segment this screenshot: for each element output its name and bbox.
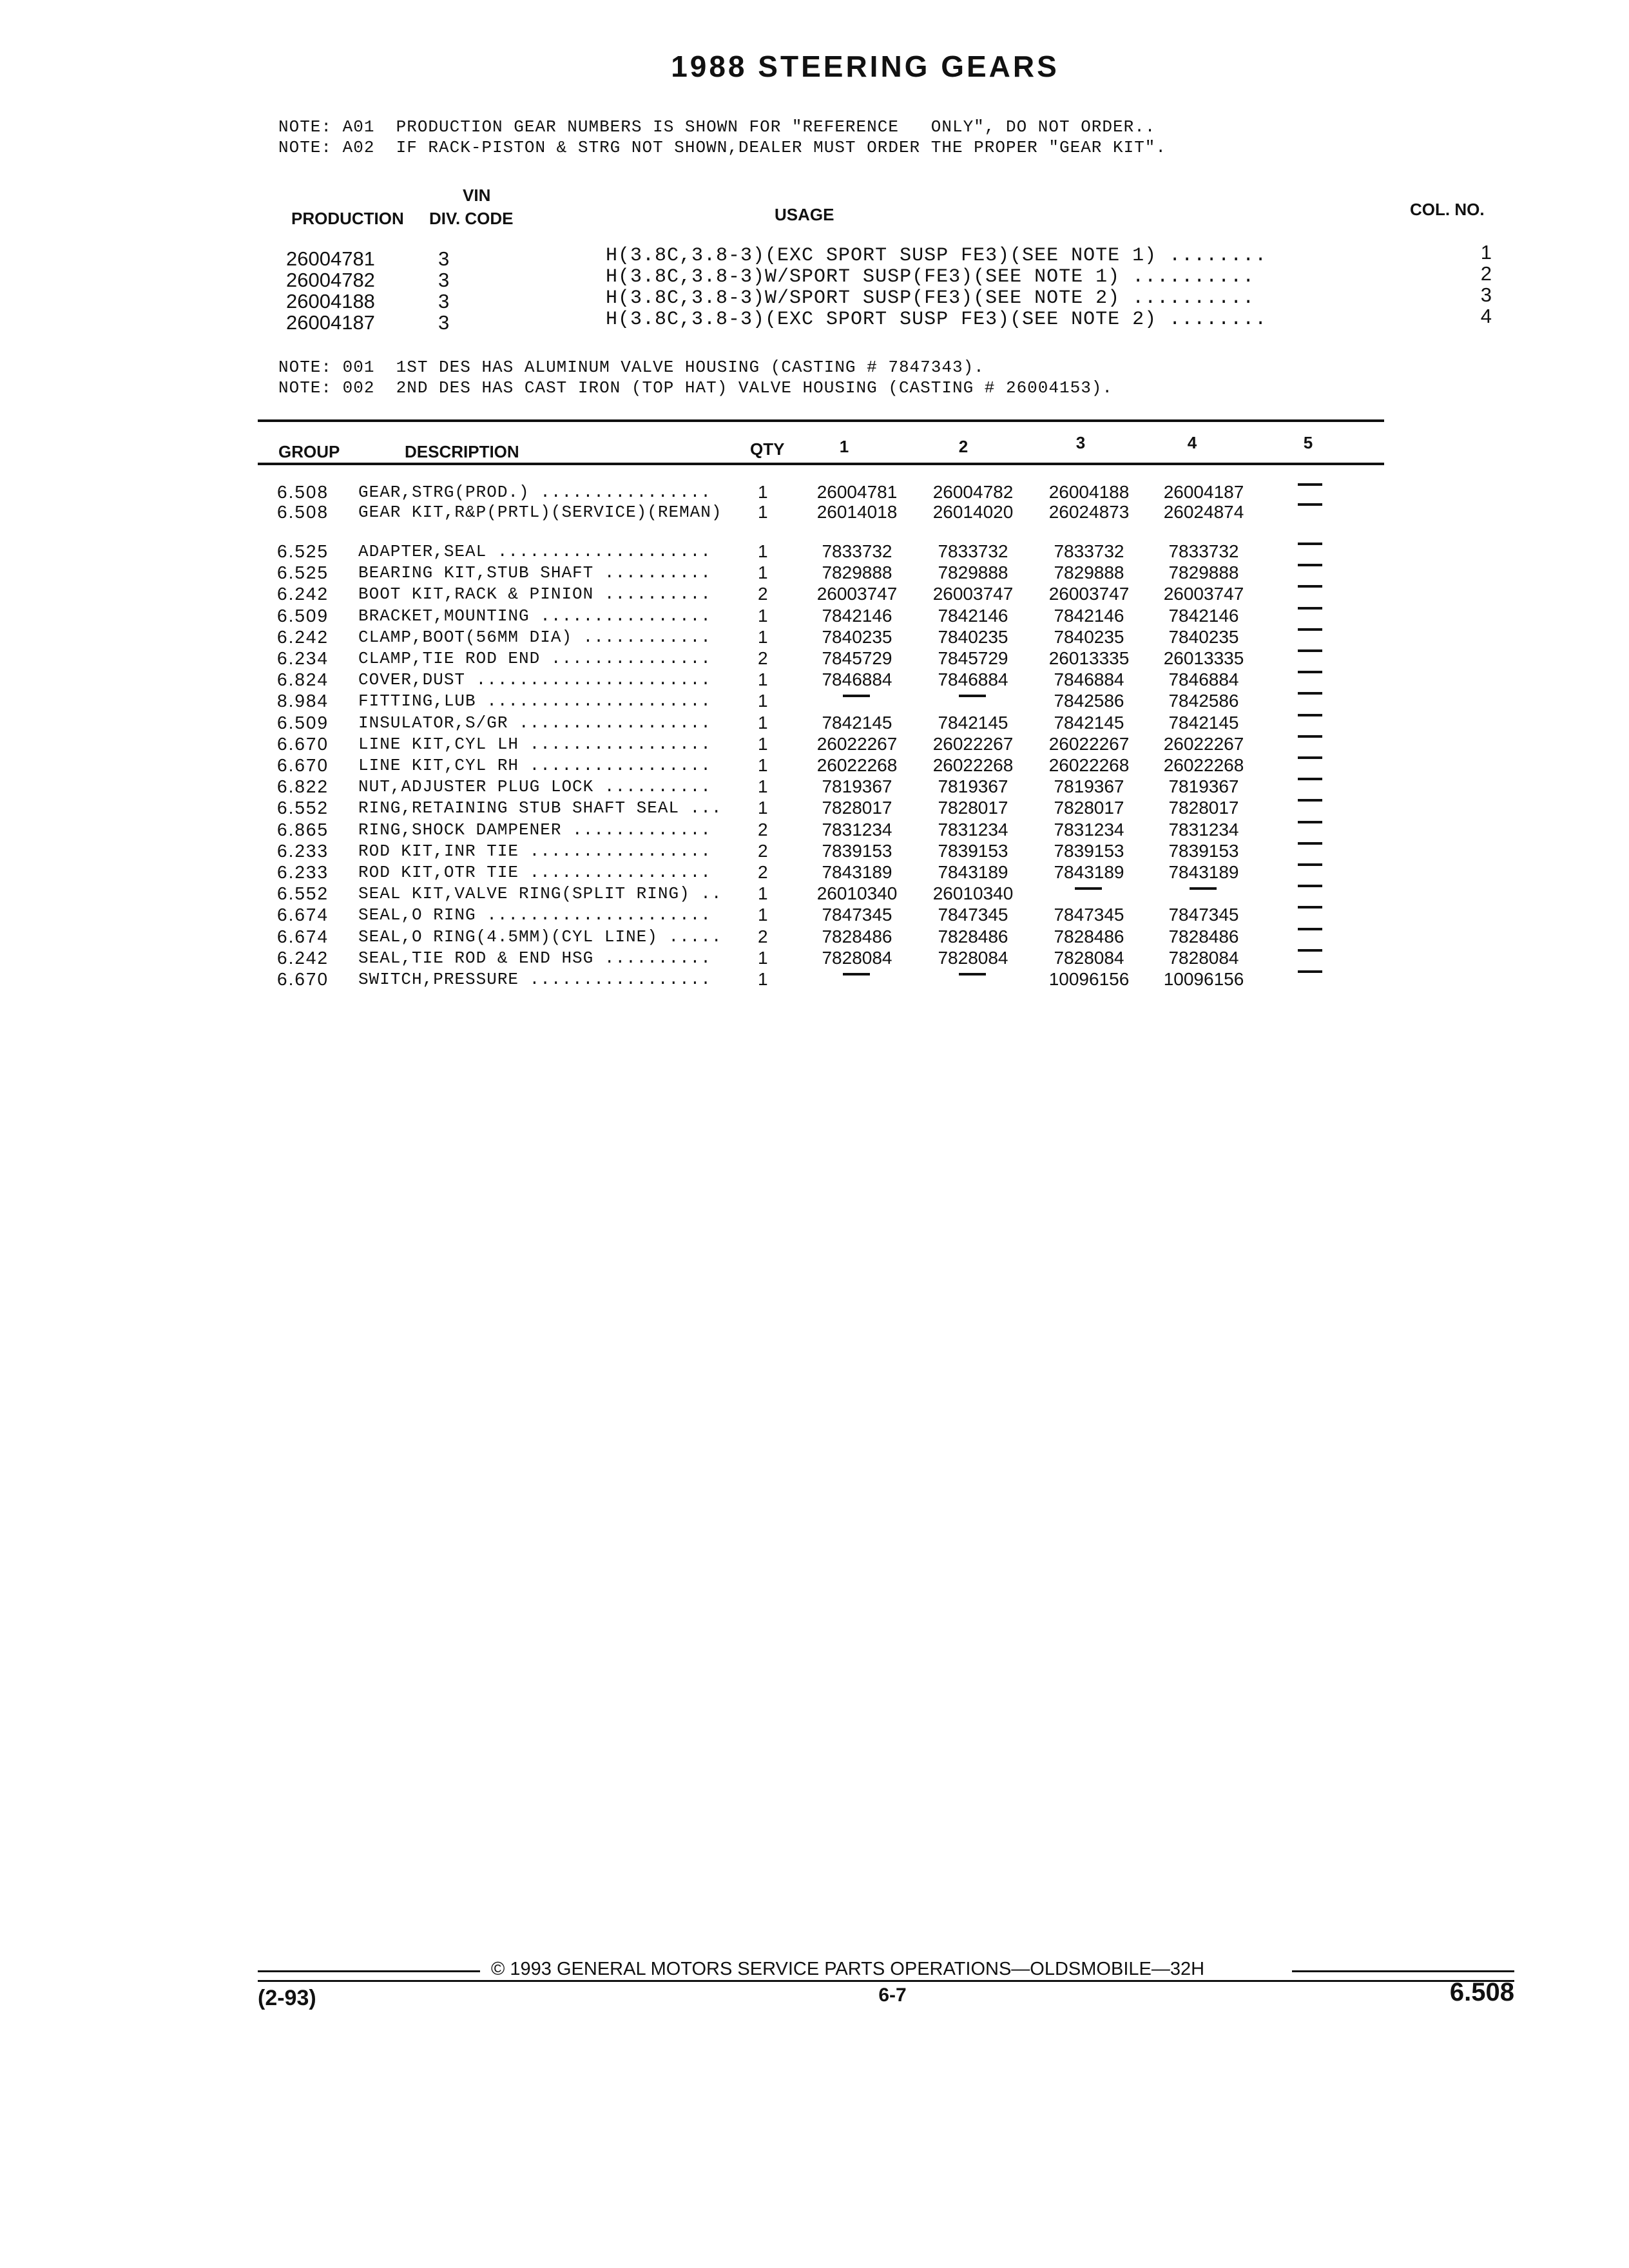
div-code: 3 [438,290,450,312]
part-description: ROD KIT,INR TIE ................. [358,841,711,861]
part-qty: 1 [758,691,768,711]
part-description: CLAMP,TIE ROD END ............... [358,649,711,668]
group-code: 6.670 [277,733,329,754]
part-number-col-1: 7839153 [822,840,892,861]
part-number-col-1: 26022268 [816,755,898,775]
part-number-col-4: 7842146 [1168,605,1239,626]
col-5-dash [1298,564,1322,566]
part-qty: 1 [758,883,768,904]
part-description: LINE KIT,CYL LH ................. [358,734,711,754]
col-3-header: 3 [1075,433,1086,452]
part-description: RING,SHOCK DAMPENER ............. [358,820,711,840]
revision-date: (2-93) [258,1986,316,2010]
part-number-col-1: 7819367 [822,776,892,797]
part-number-col-3: 26013335 [1048,648,1130,668]
part-number-col-1: 26004781 [816,482,898,502]
part-qty: 1 [758,482,768,502]
usage-text: H(3.8C,3.8-3)(EXC SPORT SUSP FE3)(SEE NOTE 2) ........ [606,309,1268,331]
part-description: BEARING KIT,STUB SHAFT .......... [358,563,711,583]
group-code: 6.674 [277,905,329,925]
part-number-col-3: 7831234 [1054,819,1124,840]
col-5-dash [1298,585,1322,588]
part-number-col-4: 7819367 [1168,776,1239,797]
part-qty: 2 [758,862,768,882]
part-number-col-2: 26022267 [932,733,1014,754]
col-5-dash [1298,885,1322,887]
part-qty: 1 [758,755,768,775]
group-code: 6.674 [277,926,329,947]
part-description: ADAPTER,SEAL .................... [358,542,711,561]
part-number-col-4: 7828486 [1168,926,1239,947]
footer-rule-left [258,1970,480,1972]
col-5-dash [1298,906,1322,908]
not-applicable-dash [959,695,986,697]
col-5-dash [1298,649,1322,652]
part-number-col-3: 26022268 [1048,755,1130,775]
part-number-col-3: 7839153 [1054,840,1124,861]
table-top-rule [258,419,1384,422]
group-code: 8.984 [277,691,329,711]
part-qty: 1 [758,905,768,925]
col-5-dash [1298,928,1322,930]
part-number-col-4: 7847345 [1168,905,1239,925]
col-1-header: 1 [839,437,849,456]
production-number: 26004782 [286,269,375,291]
part-description: BRACKET,MOUNTING ................ [358,606,711,626]
part-qty: 1 [758,669,768,690]
group-code: 6.508 [277,482,329,502]
part-number-col-4: 7840235 [1168,626,1239,647]
part-number-col-2: 7819367 [938,776,1008,797]
part-number-col-2: 26014020 [932,502,1014,522]
part-number-col-3: 10096156 [1048,969,1130,989]
part-number-col-3: 7840235 [1054,626,1124,647]
not-applicable-dash [843,973,870,975]
part-description: LINE KIT,CYL RH ................. [358,756,711,775]
part-description: GEAR,STRG(PROD.) ................ [358,483,711,502]
part-qty: 2 [758,819,768,840]
part-number-col-1: 7847345 [822,905,892,925]
usage-text: H(3.8C,3.8-3)W/SPORT SUSP(FE3)(SEE NOTE 2) .......... [606,287,1255,309]
part-number-col-2: 7829888 [938,562,1008,583]
col-no-header: COL. NO. [1410,200,1485,219]
col-5-dash [1298,735,1322,738]
group-code: 6.824 [277,669,329,690]
part-number-col-4: 26004187 [1163,482,1244,502]
page-title: 1988 STEERING GEARS [671,50,1059,83]
part-number-col-1: 7845729 [822,648,892,668]
part-number-col-4: 26024874 [1163,502,1244,522]
part-number-col-4: 7829888 [1168,562,1239,583]
group-code: 6.552 [277,798,329,818]
part-number-col-4: 26022267 [1163,733,1244,754]
part-number-col-1: 26010340 [816,883,898,904]
part-description: FITTING,LUB ..................... [358,691,711,711]
part-number-col-2: 26022268 [932,755,1014,775]
usage-text: H(3.8C,3.8-3)W/SPORT SUSP(FE3)(SEE NOTE 1) .......... [606,266,1255,288]
production-number: 26004188 [286,290,375,312]
part-number-col-3: 7842145 [1054,712,1124,733]
group-code: 6.233 [277,840,329,861]
group-code: 6.552 [277,883,329,904]
part-number-col-3: 7833732 [1054,541,1124,561]
part-number-col-4: 7842145 [1168,712,1239,733]
part-number-col-1: 7829888 [822,562,892,583]
col-5-dash [1298,543,1322,545]
part-number-col-3: 26004188 [1048,482,1130,502]
col-5-dash [1298,949,1322,952]
col-5-dash [1298,607,1322,610]
group-code: 6.670 [277,755,329,775]
usage-text: H(3.8C,3.8-3)(EXC SPORT SUSP FE3)(SEE NOTE 1) ........ [606,245,1268,267]
col-5-dash [1298,671,1322,673]
part-number-col-3: 7847345 [1054,905,1124,925]
part-number-col-2: 7842145 [938,712,1008,733]
group-code: 6.242 [277,626,329,647]
description-header: DESCRIPTION [405,442,519,461]
col-5-header: 5 [1303,433,1313,452]
part-number-col-1: 7842146 [822,605,892,626]
part-number-col-2: 7839153 [938,840,1008,861]
vin-header: VIN [463,186,491,205]
group-code: 6.509 [277,712,329,733]
part-number-col-4: 7842586 [1168,691,1239,711]
group-code: 6.242 [277,584,329,604]
part-number-col-3: 7842146 [1054,605,1124,626]
note-a01: NOTE: A01 PRODUCTION GEAR NUMBERS IS SHOWN FOR "REFERENCE ONLY", DO NOT ORDER.. [278,117,1156,137]
part-number-col-4: 26003747 [1163,584,1244,604]
part-number-col-1: 7831234 [822,819,892,840]
part-qty: 2 [758,840,768,861]
column-number: 1 [1480,241,1492,264]
part-number-col-3: 7843189 [1054,862,1124,882]
part-number-col-3: 26022267 [1048,733,1130,754]
part-number-col-4: 26013335 [1163,648,1244,668]
part-number-col-4: 7828084 [1168,947,1239,968]
production-number: 26004781 [286,247,375,270]
col-5-dash [1298,692,1322,695]
part-number-col-4: 7843189 [1168,862,1239,882]
col-5-dash [1298,628,1322,631]
part-number-col-2: 7847345 [938,905,1008,925]
part-number-col-2: 7843189 [938,862,1008,882]
part-number-col-2: 7828084 [938,947,1008,968]
part-number-col-3: 7828017 [1054,798,1124,818]
part-qty: 1 [758,947,768,968]
part-number-col-3: 7842586 [1054,691,1124,711]
part-number-col-2: 26010340 [932,883,1014,904]
footer-rule-right [1292,1970,1514,1972]
group-code: 6.234 [277,648,329,668]
part-number-col-1: 7843189 [822,862,892,882]
col-5-dash [1298,799,1322,802]
part-number-col-3: 7846884 [1054,669,1124,690]
part-number-col-4: 7828017 [1168,798,1239,818]
part-number-col-2: 7833732 [938,541,1008,561]
part-description: CLAMP,BOOT(56MM DIA) ............ [358,627,711,647]
footer-rule-bottom [258,1980,1514,1982]
group-header: GROUP [278,442,340,461]
part-description: BOOT KIT,RACK & PINION .......... [358,584,711,604]
col-5-dash [1298,503,1322,506]
production-number: 26004187 [286,311,375,334]
not-applicable-dash [959,973,986,975]
col-2-header: 2 [958,437,969,456]
group-code: 6.508 [277,502,329,522]
part-number-col-2: 7828486 [938,926,1008,947]
part-qty: 1 [758,626,768,647]
column-number: 3 [1480,284,1492,306]
part-qty: 1 [758,776,768,797]
part-number-col-2: 7845729 [938,648,1008,668]
part-description: SEAL,O RING ..................... [358,905,711,925]
part-number-col-2: 7846884 [938,669,1008,690]
part-number-col-2: 7842146 [938,605,1008,626]
section-number: 6.508 [1449,1978,1514,2006]
table-header-rule [258,463,1384,465]
part-description: SEAL,TIE ROD & END HSG .......... [358,948,711,968]
part-number-col-1: 7846884 [822,669,892,690]
page-number: 6-7 [878,1984,907,2006]
part-number-col-2: 7831234 [938,819,1008,840]
part-number-col-3: 7829888 [1054,562,1124,583]
div-code-header: DIV. CODE [429,209,514,228]
col-5-dash [1298,863,1322,866]
part-number-col-3: 26003747 [1048,584,1130,604]
part-number-col-1: 26022267 [816,733,898,754]
div-code: 3 [438,247,450,270]
part-qty: 1 [758,541,768,561]
part-qty: 1 [758,733,768,754]
part-number-col-2: 26003747 [932,584,1014,604]
col-5-dash [1298,714,1322,716]
part-number-col-1: 7828084 [822,947,892,968]
part-number-col-2: 7840235 [938,626,1008,647]
part-number-col-1: 7828486 [822,926,892,947]
part-number-col-4: 7831234 [1168,819,1239,840]
part-description: NUT,ADJUSTER PLUG LOCK .......... [358,777,711,797]
part-number-col-4: 7846884 [1168,669,1239,690]
part-description: RING,RETAINING STUB SHAFT SEAL ... [358,798,722,818]
not-applicable-dash [1075,887,1102,890]
copyright-line: © 1993 GENERAL MOTORS SERVICE PARTS OPERATIONS—OLDSMOBILE—32H [491,1959,1205,1979]
part-qty: 1 [758,502,768,522]
not-applicable-dash [1190,887,1217,890]
part-number-col-1: 26003747 [816,584,898,604]
part-description: ROD KIT,OTR TIE ................. [358,863,711,882]
group-code: 6.509 [277,605,329,626]
group-code: 6.670 [277,969,329,989]
usage-header: USAGE [775,205,834,224]
part-number-col-4: 26022268 [1163,755,1244,775]
part-number-col-3: 26024873 [1048,502,1130,522]
part-number-col-2: 7828017 [938,798,1008,818]
part-description: GEAR KIT,R&P(PRTL)(SERVICE)(REMAN) [358,503,722,522]
part-number-col-4: 7833732 [1168,541,1239,561]
note-002: NOTE: 002 2ND DES HAS CAST IRON (TOP HAT) VALVE HOUSING (CASTING # 26004153). [278,378,1113,398]
column-number: 2 [1480,262,1492,285]
part-number-col-4: 10096156 [1163,969,1244,989]
col-5-dash [1298,756,1322,759]
note-001: NOTE: 001 1ST DES HAS ALUMINUM VALVE HOUSING (CASTING # 7847343). [278,358,985,377]
col-5-dash [1298,842,1322,845]
part-qty: 2 [758,648,768,668]
part-number-col-1: 26014018 [816,502,898,522]
part-qty: 1 [758,605,768,626]
group-code: 6.822 [277,776,329,797]
part-number-col-1: 7828017 [822,798,892,818]
col-5-dash [1298,483,1322,486]
part-number-col-3: 7819367 [1054,776,1124,797]
group-code: 6.233 [277,862,329,882]
part-description: INSULATOR,S/GR .................. [358,713,711,733]
part-number-col-3: 7828084 [1054,947,1124,968]
div-code: 3 [438,269,450,291]
group-code: 6.525 [277,541,329,561]
col-4-header: 4 [1187,433,1197,452]
column-number: 4 [1480,305,1492,327]
part-description: SEAL KIT,VALVE RING(SPLIT RING) .. [358,884,722,904]
col-5-dash [1298,970,1322,973]
part-qty: 1 [758,969,768,989]
production-header: PRODUCTION [291,209,404,228]
part-number-col-1: 7840235 [822,626,892,647]
part-qty: 1 [758,798,768,818]
part-qty: 1 [758,712,768,733]
part-number-col-3: 7828486 [1054,926,1124,947]
div-code: 3 [438,311,450,334]
part-description: SWITCH,PRESSURE ................. [358,970,711,989]
part-number-col-4: 7839153 [1168,840,1239,861]
part-qty: 2 [758,926,768,947]
part-description: SEAL,O RING(4.5MM)(CYL LINE) ..... [358,927,722,947]
part-qty: 1 [758,562,768,583]
group-code: 6.242 [277,947,329,968]
col-5-dash [1298,778,1322,780]
group-code: 6.865 [277,819,329,840]
note-a02: NOTE: A02 IF RACK-PISTON & STRG NOT SHOWN,DEALER MUST ORDER THE PROPER "GEAR KIT". [278,138,1167,157]
part-description: COVER,DUST ...................... [358,670,711,690]
group-code: 6.525 [277,562,329,583]
part-number-col-1: 7833732 [822,541,892,561]
part-number-col-1: 7842145 [822,712,892,733]
not-applicable-dash [843,695,870,697]
qty-header: QTY [750,439,785,459]
part-qty: 2 [758,584,768,604]
part-number-col-2: 26004782 [932,482,1014,502]
col-5-dash [1298,821,1322,823]
